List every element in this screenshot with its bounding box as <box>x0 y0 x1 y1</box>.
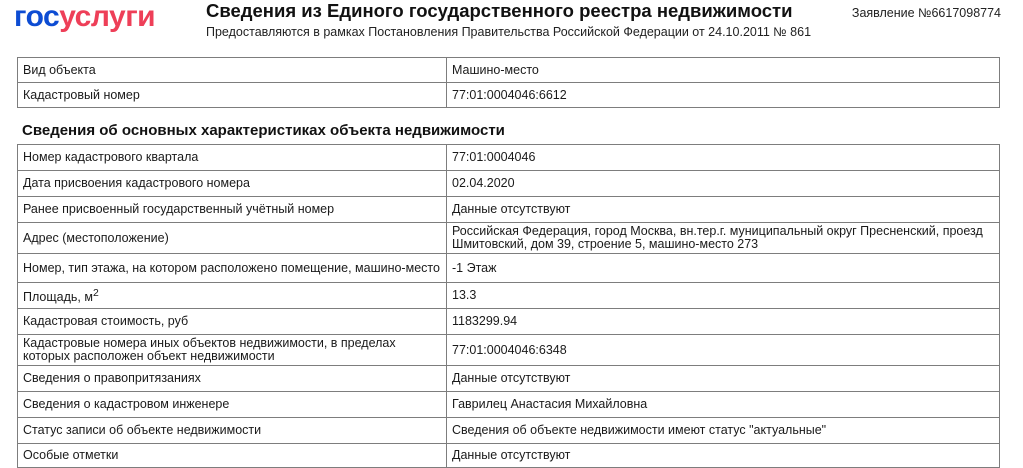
table-row <box>18 83 1000 108</box>
row-label: Кадастровые номера иных объектов недвижимости, в пределах которых расположен объект недвижимости <box>18 335 447 366</box>
table-row <box>18 366 1000 392</box>
row-label: Адрес (местоположение) <box>18 223 447 254</box>
characteristics-table <box>17 144 1000 468</box>
table-row <box>18 418 1000 444</box>
table-row <box>18 171 1000 197</box>
row-label: Сведения о правопритязаниях <box>18 366 447 392</box>
row-value: 02.04.2020 <box>447 171 1000 197</box>
row-value: Данные отсутствуют <box>447 366 1000 392</box>
table-row <box>18 444 1000 468</box>
row-value: Машино-место <box>447 58 1000 83</box>
row-label-area <box>18 283 447 309</box>
area-unit-superscript: 2 <box>92 287 99 299</box>
row-label: Дата присвоения кадастрового номера <box>18 171 447 197</box>
logo-text-gos: гос <box>14 0 60 33</box>
row-label: Вид объекта <box>18 58 447 83</box>
table-row <box>18 223 1000 254</box>
row-value: -1 Этаж <box>447 254 1000 283</box>
row-label: Кадастровая стоимость, руб <box>18 309 447 335</box>
row-value: Российская Федерация, город Москва, вн.тер.г. муниципальный округ Пресненский, проезд Шмитовский, дом 39, строение 5, машино-место 273 <box>447 223 1000 254</box>
gosuslugi-logo[interactable] <box>14 2 155 32</box>
row-value: 13.3 <box>447 283 1000 309</box>
row-value: Сведения об объекте недвижимости имеют статус "актуальные" <box>447 418 1000 444</box>
table-row <box>18 392 1000 418</box>
document-subtitle: Предоставляются в рамках Постановления Правительства Российской Федерации от 24.10.2011 № 861 <box>206 25 812 39</box>
row-value: Гаврилец Анастасия Михайловна <box>447 392 1000 418</box>
object-identity-table <box>17 57 1000 108</box>
row-value: 77:01:0004046:6612 <box>447 83 1000 108</box>
row-value: 1183299.94 <box>447 309 1000 335</box>
document-title: Сведения из Единого государственного реестра недвижимости <box>206 0 793 21</box>
table-row <box>18 145 1000 171</box>
table-row <box>18 335 1000 366</box>
table-row <box>18 58 1000 83</box>
table-row <box>18 197 1000 223</box>
row-value: Данные отсутствуют <box>447 197 1000 223</box>
statement-number: Заявление №6617098774 <box>851 6 1001 20</box>
row-value: 77:01:0004046 <box>447 145 1000 171</box>
row-label: Особые отметки <box>18 444 447 468</box>
table-row <box>18 309 1000 335</box>
row-label: Ранее присвоенный государственный учётный номер <box>18 197 447 223</box>
row-label: Кадастровый номер <box>18 83 447 108</box>
logo-text-uslugi: услуги <box>59 0 156 33</box>
area-label-text: Площадь, м <box>23 290 93 305</box>
row-label: Номер, тип этажа, на котором расположено помещение, машино-место <box>18 254 447 283</box>
row-value: 77:01:0004046:6348 <box>447 335 1000 366</box>
row-value: Данные отсутствуют <box>447 444 1000 468</box>
row-label: Статус записи об объекте недвижимости <box>18 418 447 444</box>
row-label: Номер кадастрового квартала <box>18 145 447 171</box>
table-row <box>18 254 1000 283</box>
table-row <box>18 283 1000 309</box>
section-heading-characteristics: Сведения об основных характеристиках объекта недвижимости <box>22 122 505 139</box>
row-label: Сведения о кадастровом инженере <box>18 392 447 418</box>
